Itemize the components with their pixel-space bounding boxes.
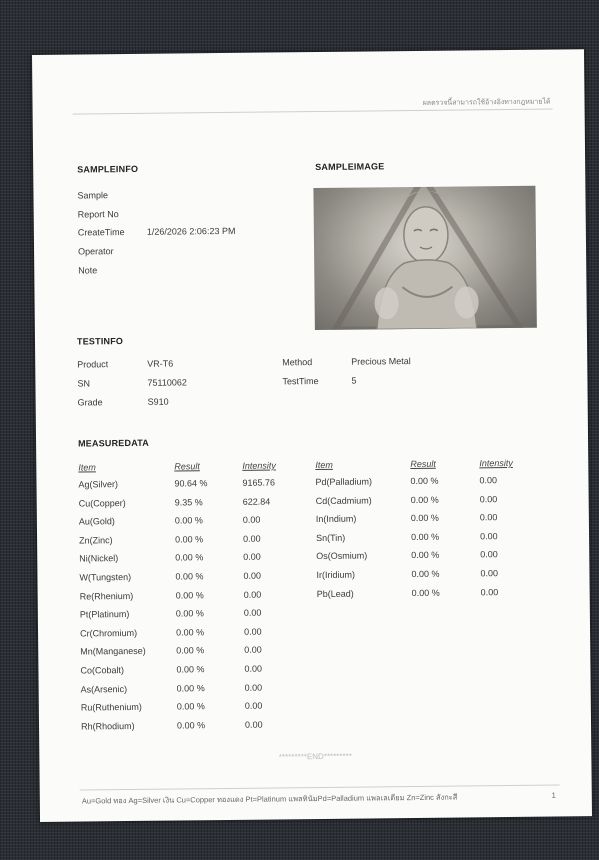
- element-result: 0.00 %: [411, 531, 440, 542]
- sampleimage-title: SAMPLEIMAGE: [315, 161, 385, 173]
- element-intensity: 0.00: [243, 589, 262, 600]
- sampleinfo-title: SAMPLEINFO: [77, 163, 139, 175]
- element-result: 9.35 %: [174, 496, 203, 508]
- method-label: Method: [282, 357, 313, 368]
- element-result: 0.00 %: [176, 720, 206, 731]
- footer-legend: Au=Gold ทอง Ag=Silver เงิน Cu=Copper ทองแดง Pt=Platinum แพลทินัมPd=Palladium แพลเลเดียม Zn=Zinc สังกะสี: [81, 792, 458, 806]
- element-intensity: 0.00: [243, 552, 261, 563]
- element-intensity: 622.84: [242, 496, 271, 507]
- grade-value: S910: [147, 396, 169, 407]
- element-result: 0.00 %: [175, 571, 204, 582]
- intensity-header-left: Intensity: [242, 460, 276, 471]
- element-name: W(Tungsten): [79, 571, 132, 583]
- element-result: 0.00 %: [410, 512, 439, 524]
- element-intensity: 0.00: [243, 607, 262, 618]
- element-result: 0.00 %: [411, 568, 440, 580]
- element-name: Cr(Chromium): [80, 627, 138, 639]
- element-result: 0.00 %: [176, 682, 205, 694]
- element-name: Sn(Tin): [316, 532, 346, 543]
- element-intensity: 0.00: [243, 570, 262, 581]
- element-name: As(Arsenic): [80, 683, 128, 695]
- report-no-label: Report No: [77, 209, 119, 220]
- element-result: 0.00 %: [411, 587, 440, 598]
- element-result: 0.00 %: [175, 534, 204, 545]
- element-intensity: 0.00: [479, 512, 498, 523]
- element-intensity: 0.00: [242, 514, 261, 526]
- element-result: 0.00 %: [175, 589, 204, 601]
- item-header-right: Item: [315, 459, 333, 471]
- operator-label: Operator: [78, 246, 114, 257]
- element-name: Pt(Platinum): [79, 609, 130, 620]
- result-header-left: Result: [174, 461, 200, 472]
- page-number: 1: [551, 790, 556, 800]
- element-intensity: 0.00: [243, 626, 262, 637]
- element-result: 0.00 %: [176, 664, 205, 675]
- element-intensity: 0.00: [480, 568, 499, 579]
- element-result: 0.00 %: [410, 494, 439, 505]
- element-name: In(Indium): [315, 513, 357, 525]
- element-name: Pb(Lead): [316, 588, 354, 599]
- element-name: Zn(Zinc): [79, 534, 113, 546]
- element-name: Os(Osmium): [316, 550, 368, 562]
- sn-label: SN: [77, 378, 91, 389]
- element-result: 0.00 %: [175, 552, 204, 563]
- method-value: Precious Metal: [351, 356, 411, 367]
- end-marker: *********END*********: [278, 751, 352, 762]
- element-name: Cu(Copper): [78, 497, 126, 509]
- element-name: Ir(Iridium): [316, 569, 356, 581]
- sample-photo: [313, 186, 536, 330]
- element-name: Pd(Palladium): [315, 476, 373, 488]
- element-result: 90.64 %: [174, 478, 208, 489]
- intensity-header-right: Intensity: [479, 457, 513, 469]
- measuredata-title: MEASUREDATA: [78, 437, 149, 449]
- element-name: Re(Rhenium): [79, 590, 134, 602]
- note-label: Note: [78, 265, 98, 276]
- element-result: 0.00 %: [176, 701, 205, 712]
- report-page: [32, 49, 592, 822]
- element-name: Au(Gold): [78, 516, 115, 527]
- element-name: Rh(Rhodium): [80, 720, 135, 732]
- element-name: Ru(Ruthenium): [80, 702, 142, 713]
- testtime-value: 5: [351, 375, 357, 386]
- element-intensity: 0.00: [244, 682, 263, 693]
- element-name: Ag(Silver): [78, 479, 119, 490]
- createtime-value: 1/26/2026 2:06:23 PM: [146, 225, 236, 237]
- element-intensity: 0.00: [480, 586, 499, 597]
- element-name: Co(Cobalt): [80, 665, 125, 676]
- createtime-label: CreateTime: [77, 227, 125, 238]
- amulet-figure-icon: [313, 186, 536, 330]
- element-intensity: 0.00: [244, 663, 263, 674]
- element-name: Ni(Nickel): [79, 553, 119, 564]
- element-intensity: 0.00: [243, 533, 261, 544]
- testinfo-title: TESTINFO: [76, 336, 124, 347]
- element-intensity: 0.00: [479, 493, 498, 504]
- element-intensity: 0.00: [244, 719, 263, 730]
- header-note: ผลตรวจนี้สามารถใช้อ้างอิงทางกฎหมายได้: [422, 98, 551, 107]
- item-header-left: Item: [78, 462, 96, 473]
- element-name: Cd(Cadmium): [315, 495, 372, 506]
- header-divider: [73, 109, 553, 115]
- element-result: 0.00 %: [176, 645, 205, 656]
- element-result: 0.00 %: [175, 608, 204, 619]
- element-intensity: 0.00: [244, 700, 263, 711]
- footer-divider: [80, 785, 560, 791]
- element-result: 0.00 %: [410, 475, 439, 487]
- grade-label: Grade: [77, 397, 103, 408]
- result-header-right: Result: [410, 458, 436, 470]
- element-intensity: 0.00: [244, 645, 262, 656]
- sn-value: 75110062: [147, 377, 187, 388]
- element-result: 0.00 %: [411, 550, 440, 561]
- element-intensity: 0.00: [479, 475, 498, 486]
- element-name: Mn(Manganese): [80, 646, 146, 657]
- element-intensity: 0.00: [480, 549, 498, 560]
- element-intensity: 9165.76: [242, 477, 276, 488]
- testtime-label: TestTime: [282, 376, 319, 387]
- element-intensity: 0.00: [480, 530, 498, 542]
- sample-label: Sample: [77, 190, 109, 201]
- element-result: 0.00 %: [174, 515, 203, 526]
- product-value: VR-T6: [147, 358, 174, 369]
- product-label: Product: [77, 359, 109, 370]
- element-result: 0.00 %: [176, 627, 205, 638]
